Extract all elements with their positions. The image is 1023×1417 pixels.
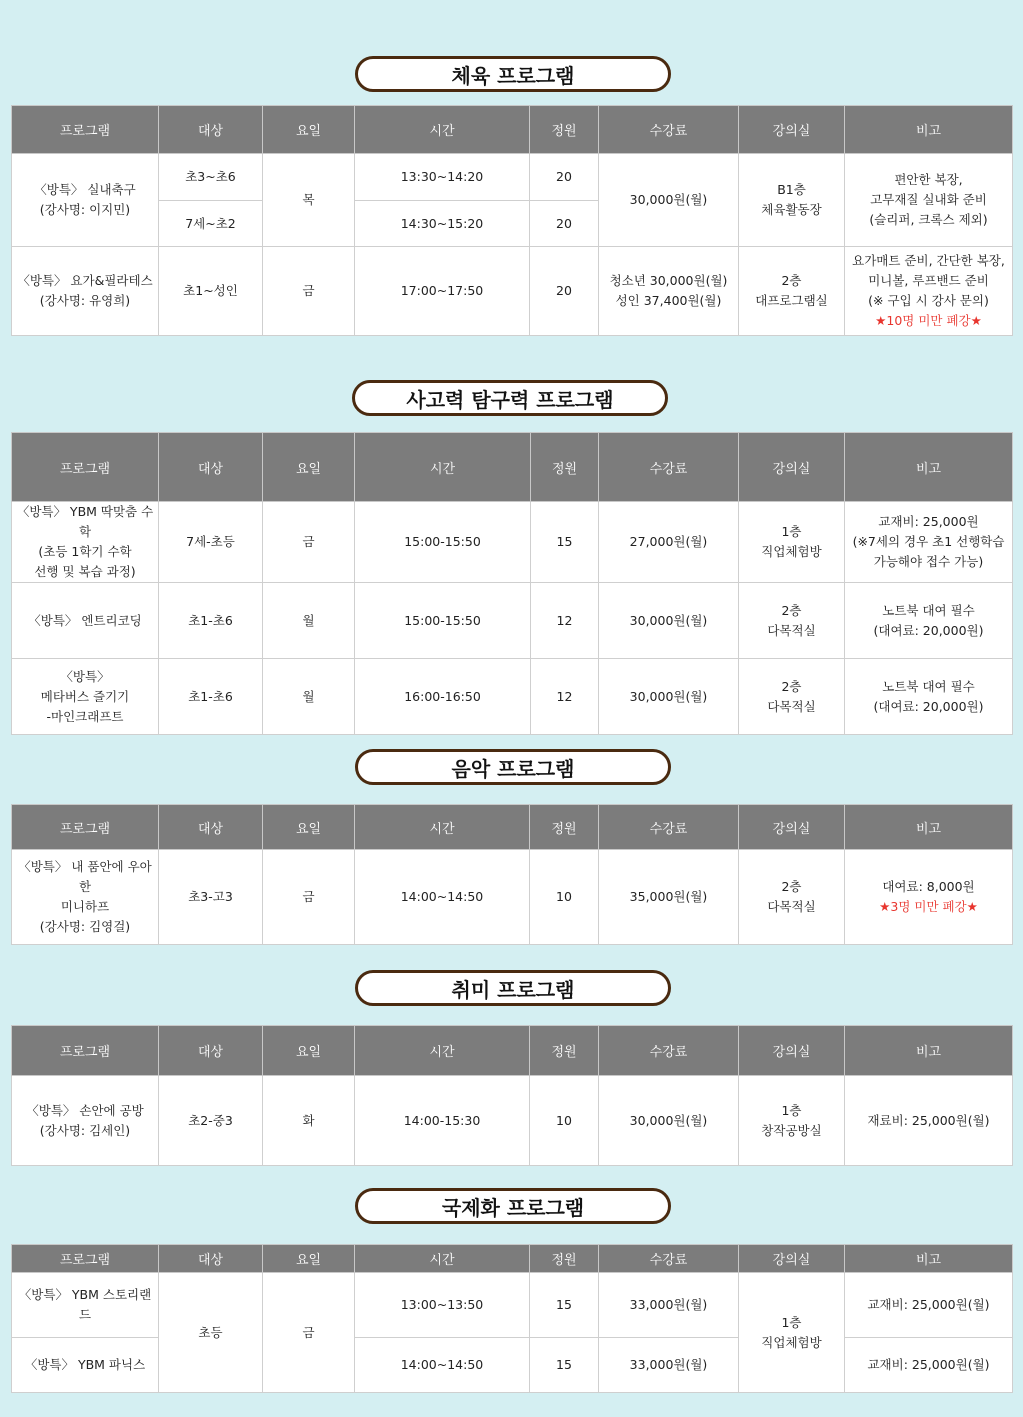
hobby-table bbox=[11, 1025, 1013, 1166]
program-cell: 〈방특〉 손안에 공방 (강사명: 김세인) bbox=[12, 1076, 159, 1166]
header-capacity: 정원 bbox=[530, 1245, 599, 1273]
target-cell: 7세-초등 bbox=[159, 502, 263, 583]
header-time: 시간 bbox=[355, 106, 530, 154]
target-cell: 초2-중3 bbox=[159, 1076, 263, 1166]
time-cell: 15:00-15:50 bbox=[355, 502, 531, 583]
header-time: 시간 bbox=[355, 1026, 530, 1076]
header-room: 강의실 bbox=[739, 433, 845, 502]
intl-table bbox=[11, 1244, 1013, 1393]
day-cell: 월 bbox=[263, 583, 355, 659]
header-program: 프로그램 bbox=[12, 106, 159, 154]
closure-warning: ★3명 미만 폐강★ bbox=[879, 899, 978, 914]
header-time: 시간 bbox=[355, 1245, 530, 1273]
note-cell: 편안한 복장, 고무재질 실내화 준비 (슬리퍼, 크록스 제외) bbox=[845, 154, 1013, 247]
header-program: 프로그램 bbox=[12, 1026, 159, 1076]
table-row bbox=[12, 1076, 1013, 1166]
program-cell: 〈방특〉 메타버스 즐기기 -마인크래프트 bbox=[12, 659, 159, 735]
target-cell: 초1-초6 bbox=[159, 659, 263, 735]
program-cell: 〈방특〉 YBM 스토리랜드 bbox=[12, 1273, 159, 1338]
table-row bbox=[12, 247, 1013, 336]
music-table bbox=[11, 804, 1013, 945]
fee-cell: 30,000원(월) bbox=[599, 659, 739, 735]
note-cell: 노트북 대여 필수 (대여료: 20,000원) bbox=[845, 583, 1013, 659]
header-note: 비고 bbox=[845, 1026, 1013, 1076]
section-title-hobby: 취미 프로그램 bbox=[355, 970, 671, 1006]
note-cell: 재료비: 25,000원(월) bbox=[845, 1076, 1013, 1166]
capacity-cell: 20 bbox=[530, 154, 599, 201]
day-cell: 화 bbox=[263, 1076, 355, 1166]
capacity-cell: 20 bbox=[530, 201, 599, 247]
room-cell: B1층 체육활동장 bbox=[739, 154, 845, 247]
table-row bbox=[12, 502, 1013, 583]
capacity-cell: 12 bbox=[531, 659, 599, 735]
header-capacity: 정원 bbox=[530, 1026, 599, 1076]
day-cell: 금 bbox=[263, 850, 355, 945]
target-cell: 초3-고3 bbox=[159, 850, 263, 945]
room-cell: 2층 다목적실 bbox=[739, 583, 845, 659]
program-cell: 〈방특〉 내 품안에 우아한 미니하프 (강사명: 김영걸) bbox=[12, 850, 159, 945]
header-room: 강의실 bbox=[739, 805, 845, 850]
header-program: 프로그램 bbox=[12, 433, 159, 502]
time-cell: 14:00~14:50 bbox=[355, 1338, 530, 1393]
target-cell: 초1~성인 bbox=[159, 247, 263, 336]
program-cell: 〈방특〉 YBM 파닉스 bbox=[12, 1338, 159, 1393]
fee-cell: 30,000원(월) bbox=[599, 154, 739, 247]
day-cell: 금 bbox=[263, 502, 355, 583]
section-title-pe: 체육 프로그램 bbox=[355, 56, 671, 92]
header-day: 요일 bbox=[263, 433, 355, 502]
header-room: 강의실 bbox=[739, 106, 845, 154]
program-cell: 〈방특〉 YBM 딱맞춤 수학 (초등 1학기 수학 선행 및 복습 과정) bbox=[12, 502, 159, 583]
header-fee: 수강료 bbox=[599, 433, 739, 502]
header-target: 대상 bbox=[159, 106, 263, 154]
capacity-cell: 12 bbox=[531, 583, 599, 659]
room-cell: 1층 창작공방실 bbox=[739, 1076, 845, 1166]
capacity-cell: 15 bbox=[530, 1338, 599, 1393]
room-cell: 1층 직업체험방 bbox=[739, 502, 845, 583]
table-header-row bbox=[12, 805, 1013, 850]
closure-warning: ★10명 미만 폐강★ bbox=[875, 313, 982, 328]
time-cell: 13:00~13:50 bbox=[355, 1273, 530, 1338]
header-target: 대상 bbox=[159, 433, 263, 502]
header-time: 시간 bbox=[355, 805, 530, 850]
capacity-cell: 15 bbox=[530, 1273, 599, 1338]
note-cell: 대여료: 8,000원 ★3명 미만 폐강★ bbox=[845, 850, 1013, 945]
note-cell: 요가매트 준비, 간단한 복장, 미니볼, 루프밴드 준비 (※ 구입 시 강사 문의) ★10명 미만 폐강★ bbox=[845, 247, 1013, 336]
table-row bbox=[12, 154, 1013, 201]
header-fee: 수강료 bbox=[599, 1245, 739, 1273]
capacity-cell: 10 bbox=[530, 1076, 599, 1166]
day-cell: 금 bbox=[263, 1273, 355, 1393]
section-title-thinking: 사고력 탐구력 프로그램 bbox=[352, 380, 668, 416]
note-cell: 교재비: 25,000원 (※7세의 경우 초1 선행학습 가능해야 접수 가능) bbox=[845, 502, 1013, 583]
table-row bbox=[12, 1273, 1013, 1338]
program-cell: 〈방특〉 요가&필라테스 (강사명: 유영희) bbox=[12, 247, 159, 336]
header-fee: 수강료 bbox=[599, 1026, 739, 1076]
header-day: 요일 bbox=[263, 805, 355, 850]
day-cell: 월 bbox=[263, 659, 355, 735]
header-day: 요일 bbox=[263, 106, 355, 154]
header-fee: 수강료 bbox=[599, 106, 739, 154]
program-cell: 〈방특〉 실내축구 (강사명: 이지민) bbox=[12, 154, 159, 247]
header-note: 비고 bbox=[845, 805, 1013, 850]
capacity-cell: 20 bbox=[530, 247, 599, 336]
room-cell: 1층 직업체험방 bbox=[739, 1273, 845, 1393]
fee-cell: 30,000원(월) bbox=[599, 1076, 739, 1166]
fee-cell: 30,000원(월) bbox=[599, 583, 739, 659]
table-header-row bbox=[12, 106, 1013, 154]
time-cell: 15:00-15:50 bbox=[355, 583, 531, 659]
fee-cell: 33,000원(월) bbox=[599, 1338, 739, 1393]
header-note: 비고 bbox=[845, 1245, 1013, 1273]
time-cell: 17:00~17:50 bbox=[355, 247, 530, 336]
note-cell: 교재비: 25,000원(월) bbox=[845, 1338, 1013, 1393]
time-cell: 14:00~14:50 bbox=[355, 850, 530, 945]
header-capacity: 정원 bbox=[531, 433, 599, 502]
header-fee: 수강료 bbox=[599, 805, 739, 850]
table-row bbox=[12, 850, 1013, 945]
note-cell: 노트북 대여 필수 (대여료: 20,000원) bbox=[845, 659, 1013, 735]
table-row bbox=[12, 659, 1013, 735]
header-target: 대상 bbox=[159, 1026, 263, 1076]
target-cell: 초3~초6 bbox=[159, 154, 263, 201]
target-cell: 초1-초6 bbox=[159, 583, 263, 659]
time-cell: 13:30~14:20 bbox=[355, 154, 530, 201]
fee-cell: 33,000원(월) bbox=[599, 1273, 739, 1338]
day-cell: 목 bbox=[263, 154, 355, 247]
room-cell: 2층 다목적실 bbox=[739, 659, 845, 735]
header-time: 시간 bbox=[355, 433, 531, 502]
note-cell: 교재비: 25,000원(월) bbox=[845, 1273, 1013, 1338]
table-header-row bbox=[12, 1026, 1013, 1076]
time-cell: 16:00-16:50 bbox=[355, 659, 531, 735]
header-target: 대상 bbox=[159, 1245, 263, 1273]
target-cell: 7세~초2 bbox=[159, 201, 263, 247]
program-cell: 〈방특〉 엔트리코딩 bbox=[12, 583, 159, 659]
fee-cell: 청소년 30,000원(월) 성인 37,400원(월) bbox=[599, 247, 739, 336]
section-title-music: 음악 프로그램 bbox=[355, 749, 671, 785]
header-capacity: 정원 bbox=[530, 106, 599, 154]
table-header-row bbox=[12, 433, 1013, 502]
header-note: 비고 bbox=[845, 433, 1013, 502]
section-title-intl: 국제화 프로그램 bbox=[355, 1188, 671, 1224]
day-cell: 금 bbox=[263, 247, 355, 336]
target-cell: 초등 bbox=[159, 1273, 263, 1393]
fee-cell: 27,000원(월) bbox=[599, 502, 739, 583]
header-room: 강의실 bbox=[739, 1026, 845, 1076]
header-day: 요일 bbox=[263, 1026, 355, 1076]
thinking-table bbox=[11, 432, 1013, 735]
capacity-cell: 15 bbox=[531, 502, 599, 583]
table-header-row bbox=[12, 1245, 1013, 1273]
header-target: 대상 bbox=[159, 805, 263, 850]
fee-cell: 35,000원(월) bbox=[599, 850, 739, 945]
header-program: 프로그램 bbox=[12, 805, 159, 850]
header-day: 요일 bbox=[263, 1245, 355, 1273]
pe-table bbox=[11, 105, 1013, 336]
capacity-cell: 10 bbox=[530, 850, 599, 945]
time-cell: 14:00-15:30 bbox=[355, 1076, 530, 1166]
table-row bbox=[12, 583, 1013, 659]
room-cell: 2층 다목적실 bbox=[739, 850, 845, 945]
header-program: 프로그램 bbox=[12, 1245, 159, 1273]
header-capacity: 정원 bbox=[530, 805, 599, 850]
header-room: 강의실 bbox=[739, 1245, 845, 1273]
time-cell: 14:30~15:20 bbox=[355, 201, 530, 247]
header-note: 비고 bbox=[845, 106, 1013, 154]
room-cell: 2층 대프로그램실 bbox=[739, 247, 845, 336]
